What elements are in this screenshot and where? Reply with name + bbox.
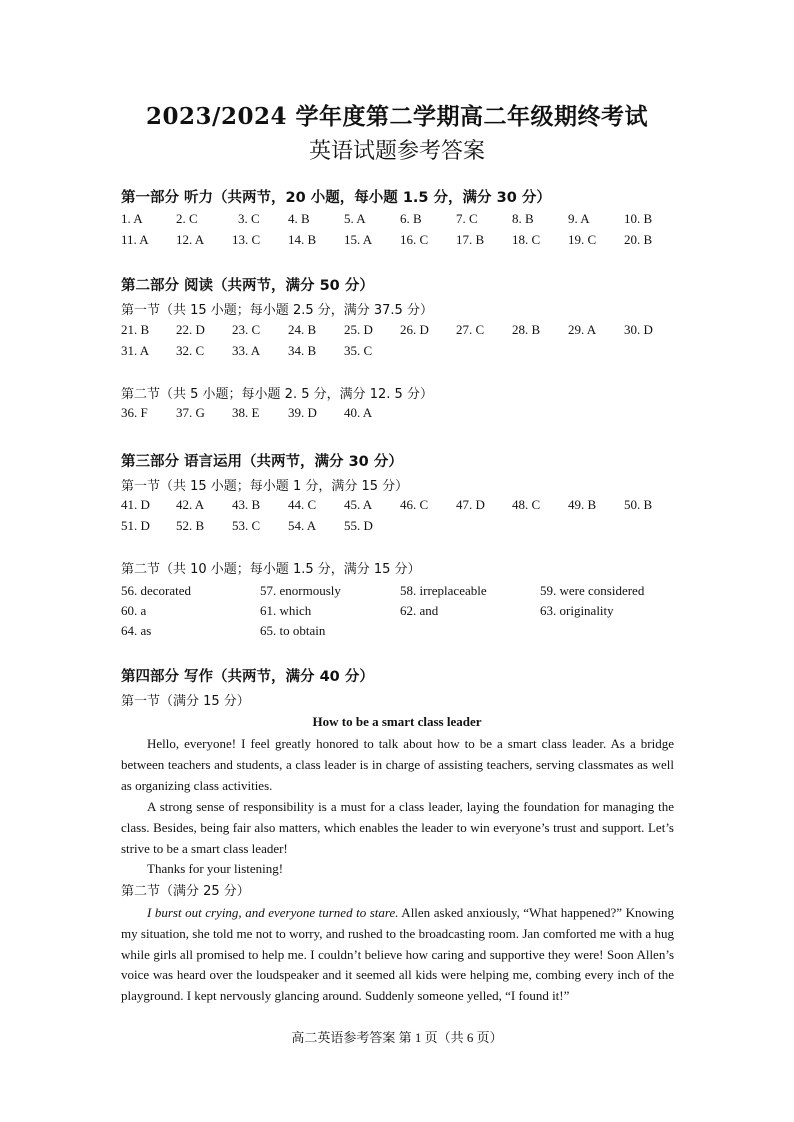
part3-section2-heading: 第二节（共 10 小题；每小题 1.5 分，满分 15 分） [121, 562, 421, 577]
answer-item: 64. as [121, 623, 152, 638]
answer-item: 45. A [344, 497, 373, 512]
answer-item: 2. C [176, 211, 198, 226]
answer-item: 5. A [344, 211, 366, 226]
answer-item: 49. B [568, 497, 597, 512]
answer-item: 57. enormously [260, 583, 341, 598]
answer-item: 59. were considered [540, 583, 645, 598]
answer-item: 14. B [288, 232, 317, 247]
answer-item: 20. B [624, 232, 653, 247]
answer-item: 42. A [176, 497, 205, 512]
story-opening-sentence: I burst out crying, and everyone turned to stare. [147, 905, 399, 920]
story-paragraph [121, 903, 674, 1007]
answer-item: 61. which [260, 603, 312, 618]
answer-item: 28. B [512, 322, 541, 337]
answer-item: 25. D [344, 322, 373, 337]
essay-title: How to be a smart class leader [312, 714, 482, 729]
part2-section1-heading: 第一节（共 15 小题；每小题 2.5 分，满分 37.5 分） [121, 303, 433, 318]
answer-item: 6. B [400, 211, 422, 226]
answer-item: 8. B [512, 211, 534, 226]
part4-section2-heading: 第二节（满分 25 分） [121, 884, 250, 899]
exam-subtitle: 英语试题参考答案 [308, 139, 485, 164]
answer-item: 52. B [176, 518, 205, 533]
part3-heading: 第三部分 语言运用（共两节，满分 30 分） [121, 454, 403, 470]
answer-item: 39. D [288, 405, 317, 420]
answer-item: 54. A [288, 518, 317, 533]
story-continuation: Allen asked anxiously, “What happened?” Knowing my situation, she told me not to worry, and rushed to the broadcasting room. Jan comforted me with a hug while girls all promised to help me. I couldn’t believe how caring and supportive they were! Soon Allen’s voice was heard over the loudspeaker and it seemed all kids were helping me, combing every inch of the playground. I kept nervously glancing around. Suddenly someone yelled, “I found it!” [121, 905, 674, 1004]
answer-item: 51. D [121, 518, 150, 533]
answer-item: 29. A [568, 322, 597, 337]
answer-item: 12. A [176, 232, 205, 247]
answer-item: 31. A [121, 343, 150, 358]
answer-item: 44. C [288, 497, 317, 512]
answer-item: 33. A [232, 343, 261, 358]
answer-item: 3. C [238, 211, 260, 226]
answer-item: 41. D [121, 497, 150, 512]
essay-paragraph: Hello, everyone! I feel greatly honored to talk about how to be a smart class leader. As a bridge between teachers and students, a class leader is in charge of assisting teachers, serving classmates as well as organizing class activities. [121, 736, 674, 793]
part3-section1-heading: 第一节（共 15 小题；每小题 1 分，满分 15 分） [121, 479, 409, 494]
answer-item: 43. B [232, 497, 261, 512]
answer-item: 16. C [400, 232, 429, 247]
page-footer: 高二英语参考答案 第 1 页（共 6 页） [291, 1030, 503, 1045]
answer-item: 48. C [512, 497, 541, 512]
answer-item: 26. D [400, 322, 429, 337]
answer-item: 50. B [624, 497, 653, 512]
answer-item: 65. to obtain [260, 623, 326, 638]
answer-item: 30. D [624, 322, 653, 337]
answer-item: 27. C [456, 322, 485, 337]
answer-item: 40. A [344, 405, 373, 420]
answer-item: 9. A [568, 211, 590, 226]
answer-item: 1. A [121, 211, 143, 226]
answer-item: 17. B [456, 232, 485, 247]
exam-title: 2023/2024 学年度第二学期高二年级期终考试 [146, 103, 648, 130]
part2-section2-heading: 第二节（共 5 小题；每小题 2. 5 分，满分 12. 5 分） [121, 387, 433, 402]
answer-item: 4. B [288, 211, 310, 226]
answer-item: 38. E [232, 405, 260, 420]
answer-item: 18. C [512, 232, 541, 247]
answer-item: 46. C [400, 497, 429, 512]
answer-item: 63. originality [540, 603, 614, 618]
part2-heading: 第二部分 阅读（共两节，满分 50 分） [121, 278, 374, 294]
answer-item: 36. F [121, 405, 148, 420]
answer-item: 56. decorated [121, 583, 192, 598]
answer-item: 22. D [176, 322, 205, 337]
answer-item: 35. C [344, 343, 373, 358]
answer-item: 47. D [456, 497, 485, 512]
answer-item: 15. A [344, 232, 373, 247]
answer-item: 32. C [176, 343, 205, 358]
answer-item: 58. irreplaceable [400, 583, 487, 598]
answer-item: 60. a [121, 603, 147, 618]
answer-item: 24. B [288, 322, 317, 337]
answer-item: 13. C [232, 232, 261, 247]
part4-section1-heading: 第一节（满分 15 分） [121, 694, 250, 709]
answer-item: 34. B [288, 343, 317, 358]
answer-item: 21. B [121, 322, 150, 337]
answer-item: 62. and [400, 603, 439, 618]
answer-item: 37. G [176, 405, 205, 420]
answer-item: 11. A [121, 232, 149, 247]
answer-item: 23. C [232, 322, 261, 337]
part4-heading: 第四部分 写作（共两节，满分 40 分） [121, 669, 374, 685]
answer-item: 19. C [568, 232, 597, 247]
answer-item: 7. C [456, 211, 478, 226]
essay-paragraph: A strong sense of responsibility is a must for a class leader, laying the foundation for managing the class. Besides, being fair also matters, which enables the leader to win everyone’s trust and support. Let’s strive to be a smart class leader! [121, 799, 674, 856]
answer-item: 53. C [232, 518, 261, 533]
answer-item: 10. B [624, 211, 653, 226]
part1-heading: 第一部分 听力（共两节，20 小题，每小题 1.5 分，满分 30 分） [121, 190, 551, 206]
essay-paragraph: Thanks for your listening! [147, 861, 284, 876]
answer-item: 55. D [344, 518, 373, 533]
